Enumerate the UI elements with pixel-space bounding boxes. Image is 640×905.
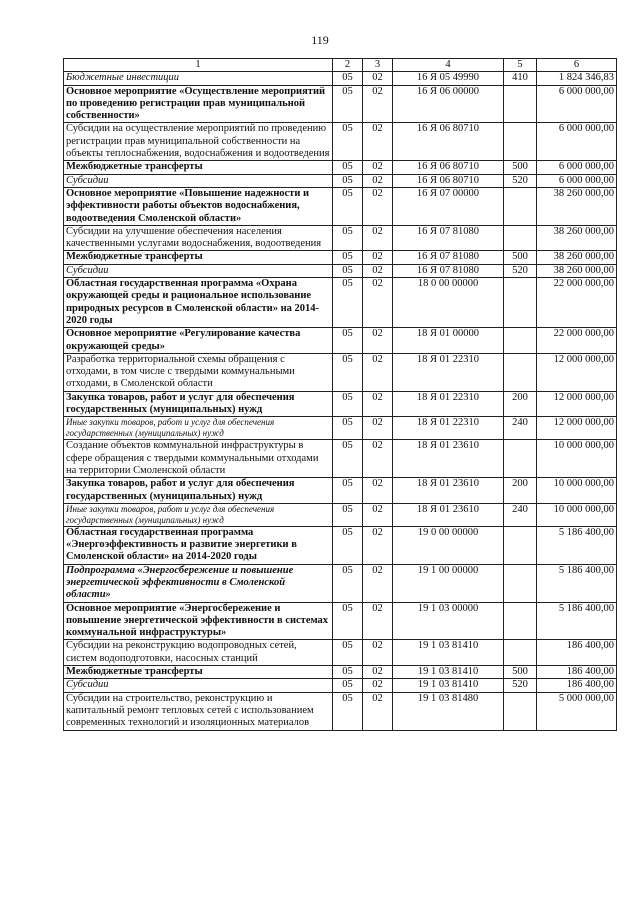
subsection-code-cell: 02	[363, 391, 393, 417]
amount-cell: 22 000 000,00	[537, 278, 617, 328]
target-article-cell: 18 Я 01 23610	[393, 478, 504, 504]
expense-type-cell: 520	[504, 264, 537, 277]
section-code-cell: 05	[333, 328, 363, 354]
target-article-cell: 18 Я 01 23610	[393, 440, 504, 478]
subsection-code-cell: 02	[363, 440, 393, 478]
section-code-cell: 05	[333, 503, 363, 526]
section-code-cell: 05	[333, 679, 363, 692]
section-code-cell: 05	[333, 353, 363, 391]
row-name-cell: Областная государственная программа «Энергоэффективность и развитие энергетики в Смоленской области» на 2014-2020 годы	[64, 526, 333, 564]
target-article-cell: 16 Я 06 80710	[393, 123, 504, 161]
amount-cell: 6 000 000,00	[537, 85, 617, 123]
table-row	[64, 602, 617, 640]
subsection-code-cell: 02	[363, 417, 393, 440]
row-name-cell: Основное мероприятие «Энергосбережение и повышение энергетической эффективности в системах коммунальной инфраструктуры»	[64, 602, 333, 640]
amount-cell: 6 000 000,00	[537, 161, 617, 174]
target-article-cell: 18 Я 01 23610	[393, 503, 504, 526]
row-name-cell: Субсидии	[64, 264, 333, 277]
row-name-cell: Межбюджетные трансферты	[64, 666, 333, 679]
subsection-code-cell: 02	[363, 328, 393, 354]
row-name-cell: Субсидии	[64, 174, 333, 187]
target-article-cell: 19 1 03 81410	[393, 640, 504, 666]
row-name-cell: Бюджетные инвестиции	[64, 72, 333, 85]
row-name-cell: Разработка территориальной схемы обращения с отходами, в том числе с твердыми коммунальными отходами, в Смоленской области	[64, 353, 333, 391]
section-code-cell: 05	[333, 692, 363, 730]
table-row	[64, 478, 617, 504]
target-article-cell: 16 Я 07 81080	[393, 251, 504, 264]
section-code-cell: 05	[333, 391, 363, 417]
header-row	[64, 59, 617, 72]
section-code-cell: 05	[333, 72, 363, 85]
table-row	[64, 174, 617, 187]
expense-type-cell: 200	[504, 391, 537, 417]
subsection-code-cell: 02	[363, 564, 393, 602]
subsection-code-cell: 02	[363, 161, 393, 174]
subsection-code-cell: 02	[363, 526, 393, 564]
table-row	[64, 440, 617, 478]
expense-type-cell	[504, 123, 537, 161]
amount-cell: 5 186 400,00	[537, 602, 617, 640]
section-code-cell: 05	[333, 187, 363, 225]
subsection-code-cell: 02	[363, 692, 393, 730]
amount-cell: 10 000 000,00	[537, 478, 617, 504]
subsection-code-cell: 02	[363, 187, 393, 225]
expense-type-cell: 240	[504, 417, 537, 440]
row-name-cell: Иные закупки товаров, работ и услуг для обеспечения государственных (муниципальных) нужд	[64, 503, 333, 526]
target-article-cell: 16 Я 07 81080	[393, 264, 504, 277]
target-article-cell: 18 Я 01 00000	[393, 328, 504, 354]
subsection-code-cell: 02	[363, 123, 393, 161]
row-name-cell: Субсидии	[64, 679, 333, 692]
amount-cell: 5 186 400,00	[537, 564, 617, 602]
amount-cell: 10 000 000,00	[537, 503, 617, 526]
amount-cell: 186 400,00	[537, 679, 617, 692]
expense-type-cell	[504, 328, 537, 354]
amount-cell: 6 000 000,00	[537, 174, 617, 187]
expense-type-cell	[504, 526, 537, 564]
row-name-cell: Создание объектов коммунальной инфраструктуры в сфере обращения с твердыми коммунальными отходами на территории Смоленской области	[64, 440, 333, 478]
header-cell: 2	[333, 59, 363, 72]
target-article-cell: 18 Я 01 22310	[393, 417, 504, 440]
table-row	[64, 526, 617, 564]
expense-type-cell	[504, 225, 537, 251]
table-row	[64, 123, 617, 161]
amount-cell: 38 260 000,00	[537, 187, 617, 225]
target-article-cell: 18 0 00 00000	[393, 278, 504, 328]
subsection-code-cell: 02	[363, 478, 393, 504]
subsection-code-cell: 02	[363, 174, 393, 187]
budget-table	[63, 58, 617, 731]
target-article-cell: 18 Я 01 22310	[393, 391, 504, 417]
amount-cell: 22 000 000,00	[537, 328, 617, 354]
section-code-cell: 05	[333, 123, 363, 161]
header-cell: 5	[504, 59, 537, 72]
subsection-code-cell: 02	[363, 353, 393, 391]
section-code-cell: 05	[333, 526, 363, 564]
amount-cell: 1 824 346,83	[537, 72, 617, 85]
target-article-cell: 19 0 00 00000	[393, 526, 504, 564]
table-row	[64, 278, 617, 328]
table-row	[64, 503, 617, 526]
amount-cell: 5 186 400,00	[537, 526, 617, 564]
row-name-cell: Субсидии на строительство, реконструкцию и капитальный ремонт тепловых сетей с использованием современных технологий и изоляционных материалов	[64, 692, 333, 730]
expense-type-cell	[504, 692, 537, 730]
target-article-cell: 19 1 03 81410	[393, 666, 504, 679]
table-row	[64, 640, 617, 666]
amount-cell: 6 000 000,00	[537, 123, 617, 161]
expense-type-cell: 500	[504, 161, 537, 174]
table-row	[64, 264, 617, 277]
section-code-cell: 05	[333, 666, 363, 679]
table-row	[64, 225, 617, 251]
expense-type-cell: 500	[504, 666, 537, 679]
section-code-cell: 05	[333, 417, 363, 440]
table-row	[64, 251, 617, 264]
amount-cell: 5 000 000,00	[537, 692, 617, 730]
section-code-cell: 05	[333, 440, 363, 478]
row-name-cell: Основное мероприятие «Осуществление мероприятий по проведению регистрации прав муниципальной собственности»	[64, 85, 333, 123]
target-article-cell: 19 1 00 00000	[393, 564, 504, 602]
expense-type-cell	[504, 440, 537, 478]
section-code-cell: 05	[333, 564, 363, 602]
row-name-cell: Основное мероприятие «Регулирование качества окружающей среды»	[64, 328, 333, 354]
row-name-cell: Основное мероприятие «Повышение надежности и эффективности работы объектов водоснабжения, водоотведения Смоленской области»	[64, 187, 333, 225]
target-article-cell: 19 1 03 00000	[393, 602, 504, 640]
table-row	[64, 161, 617, 174]
row-name-cell: Закупка товаров, работ и услуг для обеспечения государственных (муниципальных) нужд	[64, 391, 333, 417]
subsection-code-cell: 02	[363, 666, 393, 679]
header-cell: 1	[64, 59, 333, 72]
table-row	[64, 692, 617, 730]
header-cell: 4	[393, 59, 504, 72]
table-row	[64, 391, 617, 417]
expense-type-cell: 200	[504, 478, 537, 504]
target-article-cell: 16 Я 07 00000	[393, 187, 504, 225]
row-name-cell: Межбюджетные трансферты	[64, 251, 333, 264]
expense-type-cell	[504, 187, 537, 225]
header-cell: 3	[363, 59, 393, 72]
expense-type-cell: 520	[504, 679, 537, 692]
row-name-cell: Закупка товаров, работ и услуг для обеспечения государственных (муниципальных) нужд	[64, 478, 333, 504]
expense-type-cell	[504, 640, 537, 666]
row-name-cell: Областная государственная программа «Охрана окружающей среды и рациональное использование природных ресурсов в Смоленской области» на 2014-2020 годы	[64, 278, 333, 328]
subsection-code-cell: 02	[363, 679, 393, 692]
table-row	[64, 564, 617, 602]
row-name-cell: Подпрограмма «Энергосбережение и повышение энергетической эффективности в Смоленской области»	[64, 564, 333, 602]
subsection-code-cell: 02	[363, 85, 393, 123]
row-name-cell: Субсидии на улучшение обеспечения населения качественными услугами водоснабжения, водоотведения	[64, 225, 333, 251]
section-code-cell: 05	[333, 602, 363, 640]
target-article-cell: 16 Я 06 80710	[393, 161, 504, 174]
subsection-code-cell: 02	[363, 264, 393, 277]
expense-type-cell: 500	[504, 251, 537, 264]
subsection-code-cell: 02	[363, 251, 393, 264]
section-code-cell: 05	[333, 251, 363, 264]
section-code-cell: 05	[333, 478, 363, 504]
page-number: 119	[311, 33, 329, 47]
table-row	[64, 72, 617, 85]
row-name-cell: Межбюджетные трансферты	[64, 161, 333, 174]
expense-type-cell: 240	[504, 503, 537, 526]
table-row	[64, 666, 617, 679]
subsection-code-cell: 02	[363, 602, 393, 640]
amount-cell: 12 000 000,00	[537, 417, 617, 440]
subsection-code-cell: 02	[363, 503, 393, 526]
subsection-code-cell: 02	[363, 640, 393, 666]
amount-cell: 38 260 000,00	[537, 225, 617, 251]
amount-cell: 38 260 000,00	[537, 264, 617, 277]
section-code-cell: 05	[333, 278, 363, 328]
table-row	[64, 85, 617, 123]
target-article-cell: 19 1 03 81480	[393, 692, 504, 730]
section-code-cell: 05	[333, 640, 363, 666]
subsection-code-cell: 02	[363, 72, 393, 85]
section-code-cell: 05	[333, 174, 363, 187]
amount-cell: 12 000 000,00	[537, 353, 617, 391]
section-code-cell: 05	[333, 161, 363, 174]
expense-type-cell	[504, 353, 537, 391]
target-article-cell: 16 Я 06 00000	[393, 85, 504, 123]
expense-type-cell	[504, 85, 537, 123]
amount-cell: 38 260 000,00	[537, 251, 617, 264]
target-article-cell: 16 Я 07 81080	[393, 225, 504, 251]
expense-type-cell	[504, 602, 537, 640]
expense-type-cell	[504, 564, 537, 602]
table-row	[64, 187, 617, 225]
table-row	[64, 417, 617, 440]
subsection-code-cell: 02	[363, 278, 393, 328]
target-article-cell: 18 Я 01 22310	[393, 353, 504, 391]
section-code-cell: 05	[333, 85, 363, 123]
table-row	[64, 328, 617, 354]
section-code-cell: 05	[333, 264, 363, 277]
header-cell: 6	[537, 59, 617, 72]
row-name-cell: Субсидии на осуществление мероприятий по проведению регистрации прав муниципальной собственности на объекты теплоснабжения, водоснабжения и водоотведения	[64, 123, 333, 161]
section-code-cell: 05	[333, 225, 363, 251]
table-row	[64, 679, 617, 692]
expense-type-cell: 410	[504, 72, 537, 85]
subsection-code-cell: 02	[363, 225, 393, 251]
amount-cell: 186 400,00	[537, 666, 617, 679]
target-article-cell: 16 Я 06 80710	[393, 174, 504, 187]
expense-type-cell: 520	[504, 174, 537, 187]
row-name-cell: Субсидии на реконструкцию водопроводных сетей, систем водоподготовки, насосных станций	[64, 640, 333, 666]
target-article-cell: 19 1 03 81410	[393, 679, 504, 692]
expense-type-cell	[504, 278, 537, 328]
amount-cell: 10 000 000,00	[537, 440, 617, 478]
target-article-cell: 16 Я 05 49990	[393, 72, 504, 85]
amount-cell: 186 400,00	[537, 640, 617, 666]
table-row	[64, 353, 617, 391]
row-name-cell: Иные закупки товаров, работ и услуг для обеспечения государственных (муниципальных) нужд	[64, 417, 333, 440]
amount-cell: 12 000 000,00	[537, 391, 617, 417]
